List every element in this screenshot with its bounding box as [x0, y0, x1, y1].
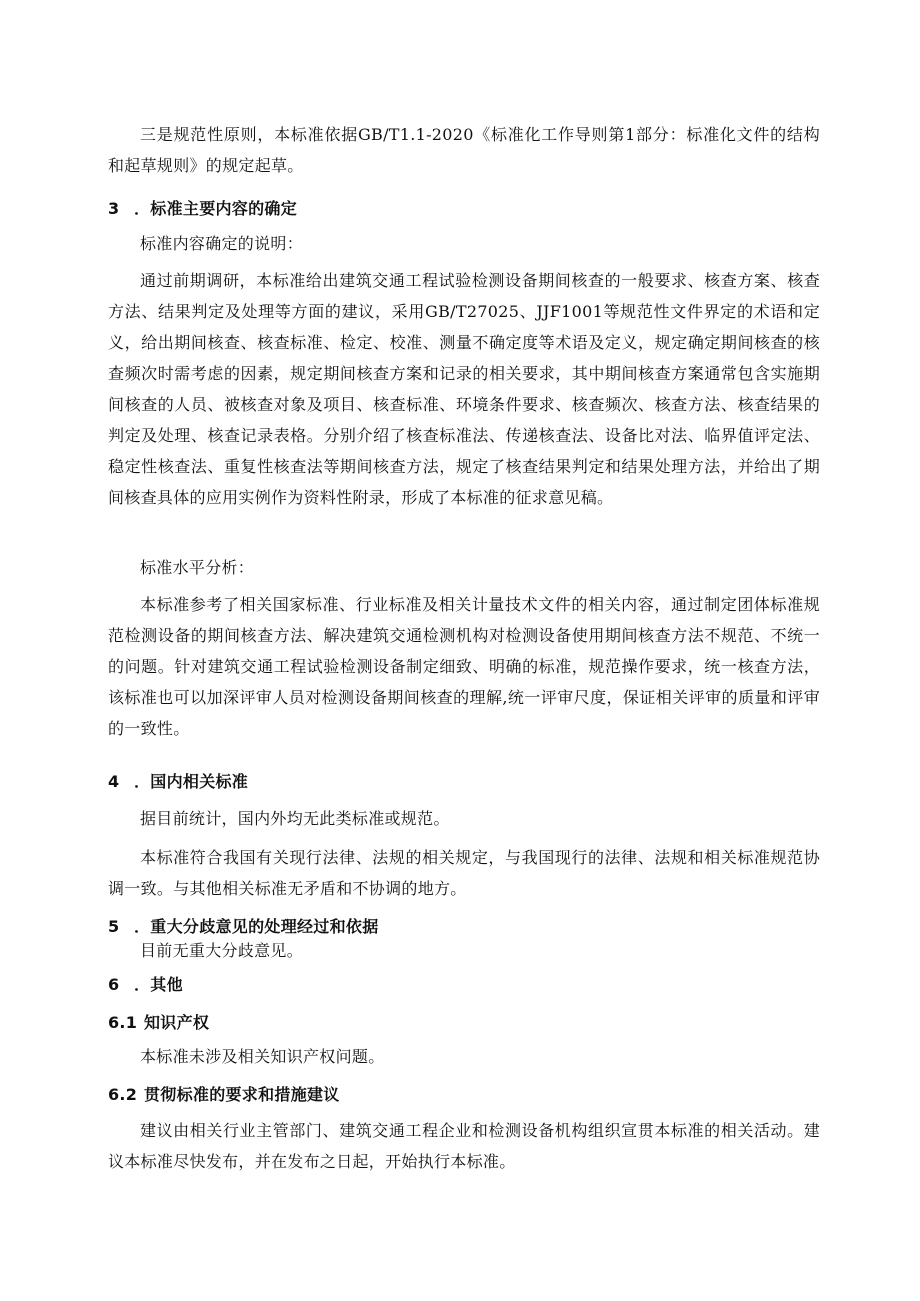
- paragraph-content-label: 标准内容确定的说明：: [140, 234, 304, 253]
- paragraph-legal-compliance: 本标准符合我国有关现行法律、法规的相关规定，与我国现行的法律、法规和相关标准规范协调一致。与其他相关标准无矛盾和不协调的地方。: [108, 848, 820, 898]
- heading-title: 贯彻标准的要求和措施建议: [144, 1085, 340, 1104]
- heading-title: ．重大分歧意见的处理经过和依据: [134, 917, 379, 936]
- paragraph-content-description: 通过前期调研，本标准给出建筑交通工程试验检测设备期间核查的一般要求、核查方案、核查方法、结果判定及处理等方面的建议，采用GB/T27025、JJF1001等规范性文件界定的术语和定义，给出期间核查、核查标准、检定、校准、测量不确定度等术语及定义，规定确定期间核查的核查频次时需考虑的因素，规定期间核查方案和记录的相关要求，其中期间核查方案通常包含实施期间核查的人员、被核查对象及项目、核查标准、环境条件要求、核查频次、核查方法、核查结果的判定及处理、核查记录表格。分别介绍了核查标准法、传递核查法、设备比对法、临界值评定法、稳定性核查法、重复性核查法等期间核查方法，规定了核查结果判定和结果处理方法，并给出了期间核查具体的应用实例作为资料性附录，形成了本标准的征求意见稿。: [108, 271, 820, 507]
- heading-number: 4: [108, 772, 120, 791]
- paragraph-no-disagreement: 目前无重大分歧意见。: [140, 941, 304, 960]
- heading-number: 5: [108, 917, 120, 936]
- heading-number: 3: [108, 199, 120, 218]
- paragraph-level-analysis: 本标准参考了相关国家标准、行业标准及相关计量技术文件的相关内容，通过制定团体标准规范检测设备的期间核查方法、解决建筑交通检测机构对检测设备使用期间核查方法不规范、不统一的问题。针对建筑交通工程试验检测设备制定细致、明确的标准，规范操作要求，统一核查方法，该标准也可以加深评审人员对检测设备期间核查的理解,统一评审尺度，保证相关评审的质量和评审的一致性。: [108, 595, 820, 738]
- heading-number: 6.2: [108, 1085, 138, 1104]
- paragraph-domestic-statistics: 据目前统计，国内外均无此类标准或规范。: [140, 809, 450, 828]
- heading-title: ．国内相关标准: [134, 772, 249, 791]
- heading-number: 6.1: [108, 1013, 138, 1032]
- heading-section-4: [108, 770, 820, 794]
- paragraph-ip: 本标准未涉及相关知识产权问题。: [140, 1047, 385, 1066]
- heading-section-6-2: [108, 1083, 820, 1107]
- heading-title: ．其他: [134, 975, 183, 994]
- heading-section-3: [108, 197, 820, 221]
- heading-section-6: [108, 973, 820, 997]
- heading-title: ．标准主要内容的确定: [134, 199, 298, 218]
- heading-section-6-1: [108, 1011, 820, 1035]
- paragraph-normative-principle: 三是规范性原则，本标准依据GB/T1.1-2020《标准化工作导则第1部分：标准化文件的结构和起草规则》的规定起草。: [108, 125, 820, 175]
- heading-title: 知识产权: [144, 1013, 210, 1032]
- paragraph-implementation-suggestion: 建议由相关行业主管部门、建筑交通工程企业和检测设备机构组织宣贯本标准的相关活动。建议本标准尽快发布，并在发布之日起，开始执行本标准。: [108, 1121, 820, 1171]
- heading-number: 6: [108, 975, 120, 994]
- paragraph-level-label: 标准水平分析：: [140, 558, 255, 577]
